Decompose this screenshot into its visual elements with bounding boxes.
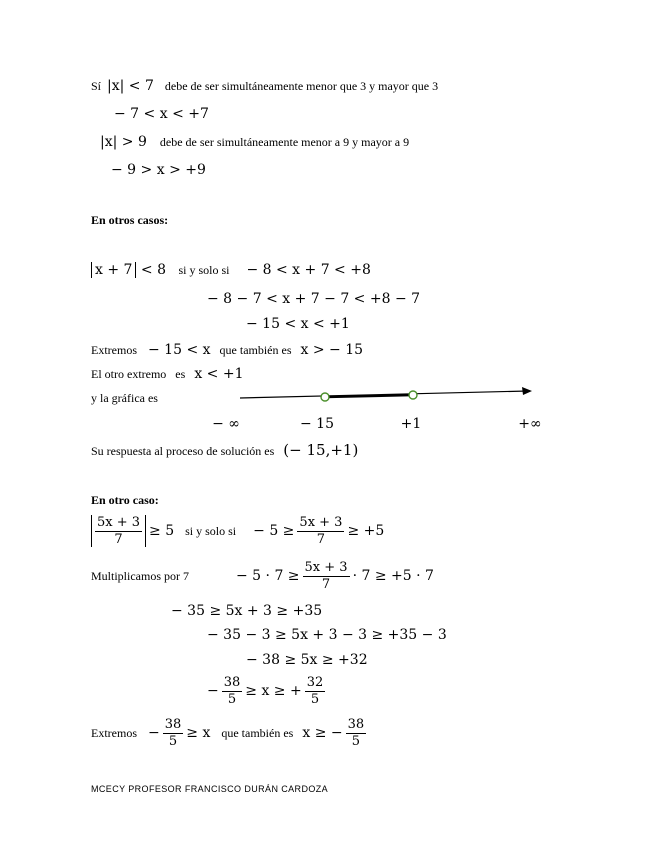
step4-mid: ≥ x ≥ +	[245, 683, 302, 700]
step-1: − 35 ≥ 5x + 3 ≥ +35	[171, 603, 323, 619]
line-extremos-2	[91, 718, 366, 748]
step4-minus: −	[207, 683, 219, 700]
inequality-minus7-x-plus7: − 7 < x < +7	[114, 106, 209, 122]
ineq-2: − 8 − 7 < x + 7 − 7 < +8 − 7	[207, 291, 421, 307]
fraction-5x-plus-3-over-7: $\frac{5x + 3}{7}$	[97, 515, 141, 547]
fraction-ineq: $\frac{5x + 3}{7}$	[299, 515, 343, 547]
open-point-minus-15	[321, 393, 329, 401]
step-3: − 38 ≥ 5x ≥ +32	[246, 652, 368, 668]
line-abs-fraction	[91, 515, 384, 547]
explanation-1: debe de ser simultáneamente menor que 3 y mayor que 3	[164, 79, 439, 93]
ext-rest: ≥ x	[186, 725, 211, 742]
ineq-1: − 8 < x + 7 < +8	[246, 262, 371, 278]
line-respuesta	[91, 441, 358, 459]
tambien-label-2: que también es	[221, 725, 294, 740]
extremos-label: Extremos	[91, 343, 137, 357]
iff-label-2: si y solo si	[185, 523, 237, 538]
tam-left: x ≥ −	[302, 725, 343, 742]
abs-x-lt-7: |x| < 7	[107, 78, 154, 94]
heading-otros-casos: En otros casos:	[91, 213, 169, 227]
label-plus-infinity: +∞	[518, 416, 542, 432]
iff-label: si y solo si	[178, 263, 230, 277]
abs-x-gt-9: |x| > 9	[100, 134, 147, 150]
si-label: Sí	[91, 79, 102, 93]
fraction-tam: $\frac{38}{5}$	[347, 717, 365, 749]
otro-extremo-math: x < +1	[194, 366, 244, 382]
mult-left: − 5 · 7 ≥	[236, 568, 300, 585]
respuesta-label: Su respuesta al proceso de solución es	[91, 444, 275, 458]
fraction-38-over-5: $\frac{38}{5}$	[223, 675, 241, 707]
inequality-minus9-x-plus9: − 9 > x > +9	[111, 162, 206, 178]
respuesta-math: (− 15,+1)	[283, 441, 359, 459]
fraction-ext: $\frac{38}{5}$	[164, 717, 182, 749]
grafica-label: y la gráfica es	[91, 391, 158, 405]
ineq-fraction-left: − 5 ≥	[253, 523, 295, 540]
abs-fraction-rest: ≥ 5	[149, 523, 175, 540]
line-multiplicamos	[91, 561, 434, 591]
label-minus-15: − 15	[300, 416, 334, 432]
extremos-math: − 15 < x	[148, 342, 211, 358]
tambien-label: que también es	[219, 343, 292, 357]
arrow-head	[522, 387, 532, 395]
open-point-plus-1	[409, 391, 417, 399]
label-minus-infinity: − ∞	[212, 416, 240, 432]
extremos-label-2: Extremos	[91, 725, 137, 740]
ineq-3: − 15 < x < +1	[246, 316, 350, 332]
abs-expression: x + 7 < 8	[91, 262, 170, 278]
step-2: − 35 − 3 ≥ 5x + 3 − 3 ≥ +35 − 3	[207, 627, 447, 643]
abs-fraction	[91, 515, 146, 547]
abs-bars: x + 7	[91, 262, 136, 278]
step-4	[207, 676, 325, 706]
heading-otro-caso: En otro caso:	[91, 493, 159, 507]
otro-extremo-label: El otro extremo es	[91, 367, 186, 381]
tambien-math: x > − 15	[300, 342, 364, 358]
multiplicamos-label: Multiplicamos por 7	[91, 568, 189, 583]
fraction-32-over-5: $\frac{32}{5}$	[306, 675, 324, 707]
ineq-fraction-right: ≥ +5	[347, 523, 385, 540]
ext-minus: −	[148, 725, 160, 742]
mult-right: · 7 ≥ +5 · 7	[352, 568, 434, 585]
fraction-mult: $\frac{5x + 3}{7}$	[304, 560, 348, 592]
label-plus-1: +1	[400, 416, 422, 432]
footer: MCECY PROFESOR FRANCISCO DURÁN CARDOZA	[91, 784, 329, 794]
explanation-2: debe de ser simultáneamente menor a 9 y mayor a 9	[159, 135, 410, 149]
